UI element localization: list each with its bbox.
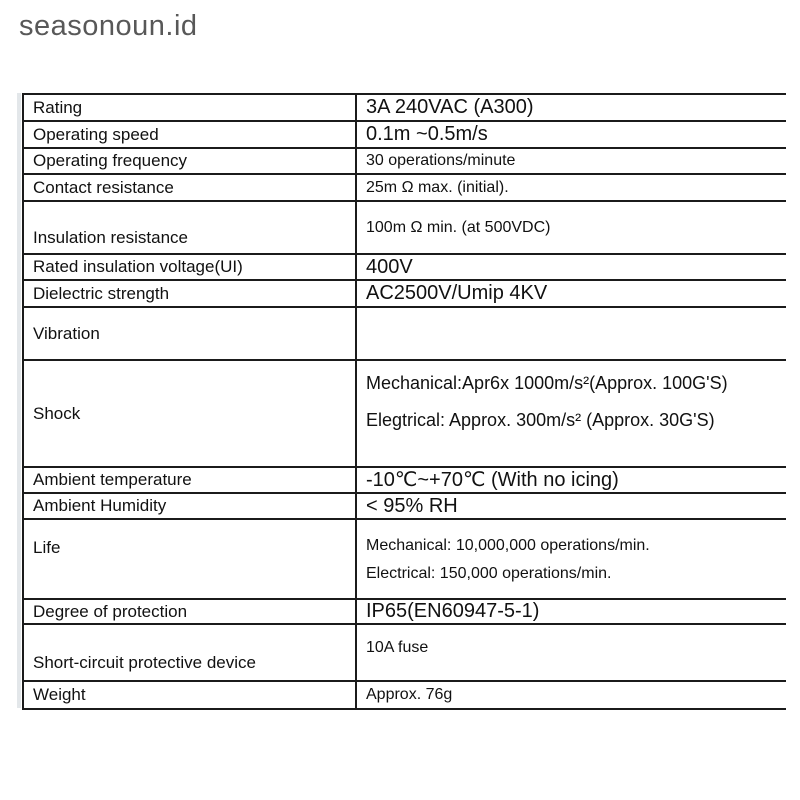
row-label: Operating speed <box>24 122 357 147</box>
row-label: Insulation resistance <box>24 202 357 253</box>
table-row <box>24 255 786 281</box>
row-label: Short-circuit protective device <box>24 625 357 680</box>
row-value-line: Mechanical: 10,000,000 operations/min. <box>366 537 650 554</box>
table-row <box>24 682 786 710</box>
row-value-line: 10A fuse <box>366 639 429 656</box>
row-value <box>357 468 786 492</box>
table-row <box>24 600 786 625</box>
row-value-line: 0.1m ~0.5m/s <box>366 123 488 145</box>
row-label: Rating <box>24 95 357 120</box>
table-row <box>24 308 786 361</box>
row-label: Vibration <box>24 308 357 359</box>
table-row <box>24 494 786 520</box>
row-value-line: 400V <box>366 255 413 278</box>
row-label: Weight <box>24 682 357 708</box>
table-row <box>24 149 786 175</box>
row-value <box>357 682 786 708</box>
table-row <box>24 361 786 468</box>
table-row <box>24 625 786 682</box>
row-value-line: 25m Ω max. (initial). <box>366 178 509 196</box>
row-label: Operating frequency <box>24 149 357 173</box>
table-row <box>24 281 786 308</box>
row-value <box>357 600 786 623</box>
table-left-shadow <box>17 93 21 708</box>
row-label: Ambient temperature <box>24 468 357 492</box>
row-label: Degree of protection <box>24 600 357 623</box>
row-value-line: 3A 240VAC (A300) <box>366 96 534 118</box>
row-value-line: Mechanical:Apr6x 1000m/s²(Approx. 100G'S) <box>366 373 728 393</box>
table-row <box>24 95 786 122</box>
row-label: Contact resistance <box>24 175 357 200</box>
watermark: seasonoun.id <box>19 10 198 42</box>
row-label: Ambient Humidity <box>24 494 357 518</box>
table-row <box>24 122 786 149</box>
row-label: Shock <box>24 361 357 466</box>
table-row <box>24 202 786 255</box>
row-value <box>357 149 786 173</box>
row-value <box>357 361 786 466</box>
row-value <box>357 625 786 680</box>
row-value-line: AC2500V/Umip 4KV <box>366 282 548 304</box>
row-value-line: Approx. 76g <box>366 686 453 703</box>
row-label: Dielectric strength <box>24 281 357 306</box>
row-value <box>357 122 786 147</box>
table-row <box>24 468 786 494</box>
row-value-line: -10℃~+70℃ (With no icing) <box>366 468 619 491</box>
row-value <box>357 494 786 518</box>
row-value <box>357 95 786 120</box>
spec-table <box>22 93 786 710</box>
table-row <box>24 520 786 600</box>
row-value-line: Electrical: 150,000 operations/min. <box>366 565 612 582</box>
row-value <box>357 520 786 598</box>
row-label: Life <box>24 520 357 598</box>
table-row <box>24 175 786 202</box>
row-value-line: < 95% RH <box>366 494 458 517</box>
row-value <box>357 281 786 306</box>
row-label: Rated insulation voltage(UI) <box>24 255 357 279</box>
row-value <box>357 175 786 200</box>
row-value-line: Elegtrical: Approx. 300m/s² (Approx. 30G'S) <box>366 410 715 430</box>
row-value <box>357 202 786 253</box>
row-value-line: IP65(EN60947-5-1) <box>366 600 540 622</box>
row-value-line: 30 operations/minute <box>366 152 516 169</box>
row-value <box>357 255 786 279</box>
row-value-line: 100m Ω min. (at 500VDC) <box>366 218 551 236</box>
row-value <box>357 308 786 359</box>
